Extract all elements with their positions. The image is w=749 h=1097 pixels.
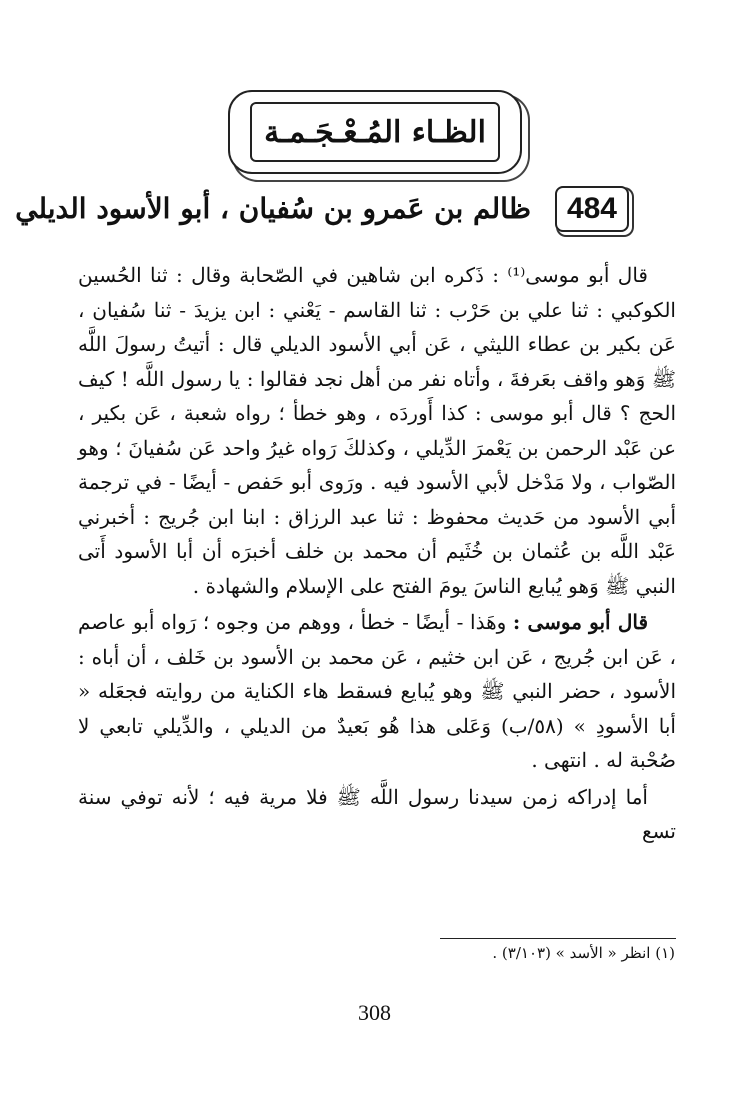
body-text — [78, 258, 676, 849]
entry-title: ظالم بن عَمرو بن سُفيان ، أبو الأسود الديلي — [15, 192, 531, 225]
entry-heading — [15, 186, 629, 242]
footnote-text: انظر « الأسد » (٣/١٠٣) . — [492, 944, 651, 962]
paragraph-1 — [78, 258, 676, 603]
footnote-separator — [440, 938, 676, 939]
paragraph-3 — [78, 780, 676, 849]
footnote — [375, 944, 675, 962]
paragraph-text: أما إدراكه زمن سيدنا رسول اللَّه ﷺ فلا مرية فيه ؛ لأنه توفي سنة تسع — [78, 784, 676, 843]
paragraph-2 — [78, 605, 676, 778]
entry-number: 484 — [555, 186, 629, 232]
chapter-title: الظـاء المُـعْـجَـمـة — [250, 102, 500, 162]
footnote-marker: (١) — [655, 944, 675, 962]
paragraph-text: وهَذا - أيضًا - خطأ ، ووهم من وجوه ؛ رَواه أبو عاصم ، عَن ابن جُريج ، عَن ابن خثيم ، عَن محمد بن الأسود بن خَلف ، أن أباه : الأسود ، حضر النبي ﷺ وهو يُبايع فسقط هاء الكناية من روايته فجعَله « أبا الأسودِ » (٥٨/ب) وَعَلى هذا هُو بَعيدٌ من الديلي ، والدِّيلي تابعي لا صُحْبة له . انتهى . — [78, 610, 676, 772]
page-number: 308 — [358, 1000, 391, 1025]
chapter-heading-box — [228, 90, 522, 174]
paragraph-lead: قال أبو موسى : — [512, 610, 649, 634]
paragraph-text: قال أبو موسى⁽¹⁾ : ذَكره ابن شاهين في الصّحابة وقال : ثنا الحُسين الكوكبي : ثنا علي بن حَرْب : ثنا القاسم - يَعْني : ابن يزيدَ - ثنا سُفيان ، عَن بكير بن عطاء الليثي ، عَن أبي الأسود الديلي قال : أتيتُ رسولَ اللَّه ﷺ وَهو واقف بعَرفةَ ، وأتاه نفر من أهل نجد فقالوا : يا رسول اللَّه ! كيف الحج ؟ قال أبو موسى : كذا أَوردَه ، وهو خطأ ؛ رواه شعبة ، عَن بكير ، عن عَبْد الرحمن بن يَعْمرَ الدِّيلي ، وكذلكَ رَواه غيرُ واحد عَن سُفيانَ ؛ وهو الصّواب ، ولا مَدْخل لأبي الأسود فيه . ورَوى أبو حَفص - أيضًا - في ترجمة أبي الأسود من حَديث محفوظ : ثنا عبد الرزاق : ابنا ابن جُريج : أخبرني عَبْد اللَّه بن عُثمان بن خُثَيم أن محمد بن خلف أخبرَه أن أبا الأسود أَتى النبي ﷺ وَهو يُبايع الناسَ يومَ الفتح على الإسلام والشهادة . — [78, 263, 676, 598]
